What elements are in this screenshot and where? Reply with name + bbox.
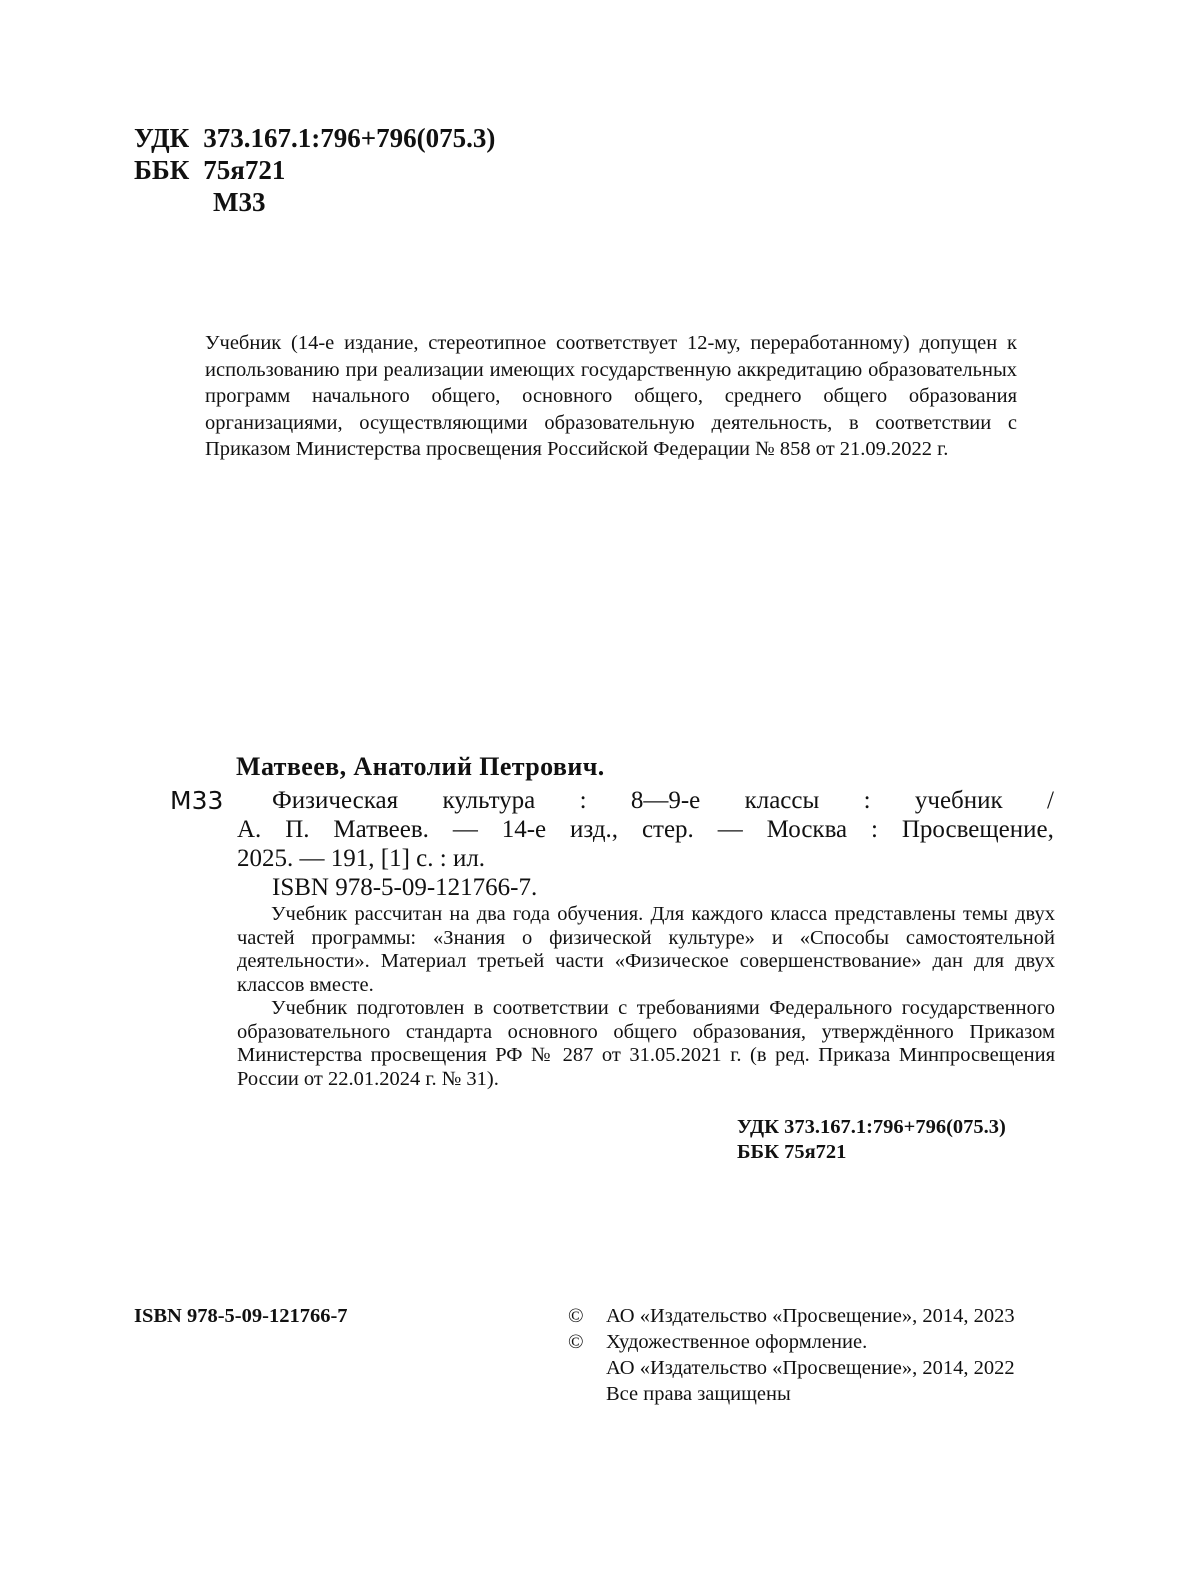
udk-value: 373.167.1:796+796(075.3) — [203, 123, 496, 153]
bbk-line — [134, 154, 285, 186]
author-mark-top: М33 — [213, 187, 266, 217]
copyright-publisher: АО «Издательство «Просвещение», 2014, 2023 — [606, 1305, 1015, 1327]
line2-word: Просвещение, — [901, 816, 1054, 843]
line2-word: изд., — [570, 816, 619, 843]
line2-word: : — [871, 816, 878, 843]
bbk-label: ББК — [134, 155, 190, 185]
copyright-row-2 — [568, 1329, 1015, 1355]
rights-reserved: Все права защищены — [606, 1383, 791, 1405]
title-word: культура — [442, 787, 536, 814]
line2-word: П. — [285, 816, 310, 843]
title-word: классы — [744, 787, 820, 814]
title-word: 8—9-е — [630, 787, 701, 814]
title-word: Физическая — [272, 787, 399, 814]
line2-word: — — [452, 816, 478, 843]
line2-word: А. — [237, 816, 262, 843]
card-title-line — [272, 786, 1054, 815]
card-isbn: ISBN 978-5-09-121766-7. — [272, 874, 538, 901]
line2-word: — — [717, 816, 743, 843]
copyright-icon: © — [568, 1305, 584, 1327]
card-bbk: ББК 75я721 — [737, 1141, 847, 1163]
card-abstract — [237, 903, 1055, 1091]
abstract-paragraph-1: Учебник рассчитан на два года обучения. Для каждого класса представлены темы двух частей программы: «Знания о физической культуре» и «Способы самостоятельной деятельности». Материал третьей части «Физическое совершенствование» дан для двух классов вместе. — [237, 903, 1055, 996]
line2-word: Москва — [766, 816, 848, 843]
copyright-block — [568, 1303, 1015, 1407]
udk-line — [134, 122, 495, 154]
card-responsibility-line — [237, 815, 1054, 844]
card-author: Матвеев, Анатолий Петрович. — [236, 752, 605, 781]
bbk-value: 75я721 — [203, 155, 286, 185]
approval-paragraph: Учебник (14-е издание, стереотипное соответствует 12-му, переработанному) допущен к использованию при реализации имеющих государственную аккредитацию образовательных программ начального общего, основного общего, среднего общего образования организациями, осуществляющими образовательную деятельность, в соответствии с Приказом Министерства просвещения Российской Федерации № 858 от 21.09.2022 г. — [205, 332, 1017, 460]
line2-word: 14-е — [501, 816, 547, 843]
card-pagination-line: 2025. — 191, [1] с. : ил. — [237, 845, 486, 872]
title-word: : — [863, 787, 871, 814]
card-udk: УДК 373.167.1:796+796(075.3) — [737, 1116, 1006, 1138]
line2-word: стер. — [641, 816, 694, 843]
title-word: учебник — [914, 787, 1003, 814]
title-word: / — [1046, 787, 1054, 814]
copyright-row-1 — [568, 1303, 1015, 1329]
copyright-art-design: Художественное оформление. — [606, 1331, 868, 1353]
abstract-paragraph-2: Учебник подготовлен в соответствии с требованиями Федерального государственного образовательного стандарта основного общего образования, утверждённого Приказом Министерства просвещения РФ № 287 от 31.05.2021 г. (в ред. Приказа Минпросвещения России от 22.01.2024 г. № 31). — [237, 997, 1055, 1090]
udk-label: УДК — [134, 123, 190, 153]
title-word: : — [579, 787, 587, 814]
copyright-icon: © — [568, 1331, 584, 1353]
copyright-row-3 — [568, 1355, 1015, 1381]
copyright-art-publisher: АО «Издательство «Просвещение», 2014, 2022 — [606, 1357, 1015, 1379]
isbn-bottom: ISBN 978-5-09-121766-7 — [134, 1305, 348, 1327]
line2-word: Матвеев. — [333, 816, 429, 843]
card-author-mark: М33 — [170, 786, 224, 815]
copyright-row-4 — [568, 1381, 1015, 1407]
